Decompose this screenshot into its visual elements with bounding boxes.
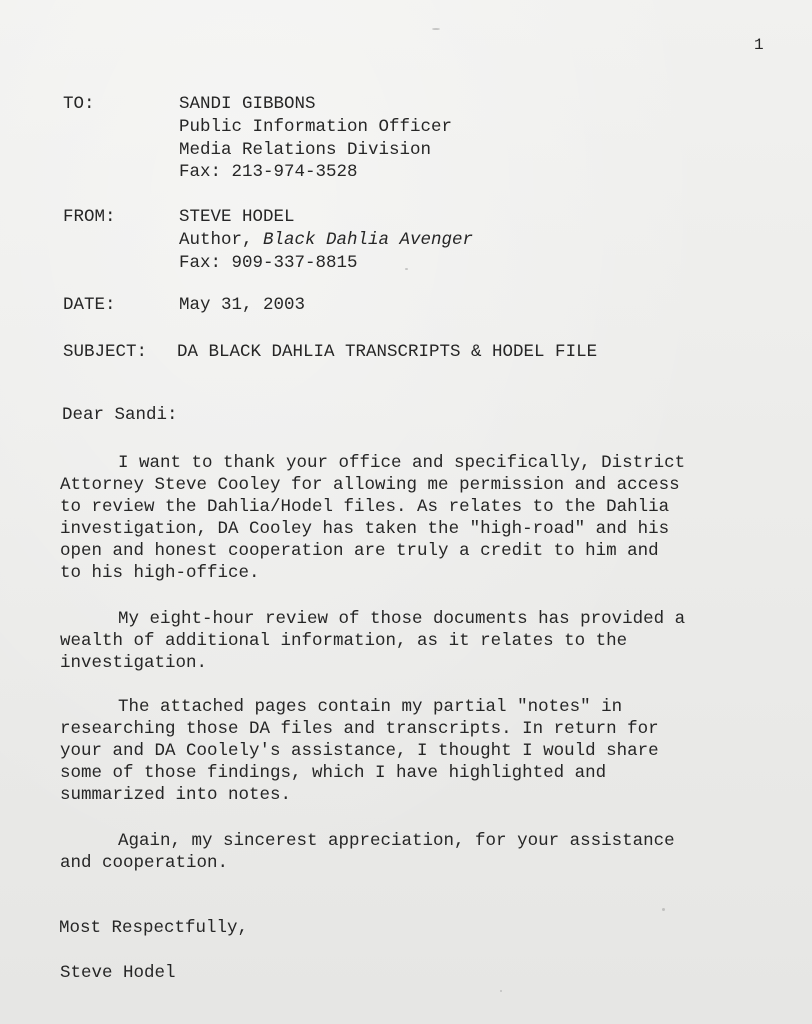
scan-speck <box>405 268 408 270</box>
scan-speck <box>662 908 665 911</box>
paragraph-line: Attorney Steve Cooley for allowing me permission and access <box>60 475 680 495</box>
paragraph-line: to review the Dahlia/Hodel files. As relates to the Dahlia <box>60 497 670 517</box>
closing: Most Respectfully, <box>59 918 249 938</box>
paragraph-line: some of those findings, which I have highlighted and <box>60 763 607 783</box>
date-label: DATE: <box>63 295 116 315</box>
paragraph-line: My eight-hour review of those documents has provided a <box>118 609 686 629</box>
page-number: 1 <box>754 36 764 54</box>
paragraph-line: I want to thank your office and specifically, District <box>118 453 686 473</box>
from-book-title: Black Dahlia Avenger <box>263 230 474 250</box>
to-fax: Fax: 213-974-3528 <box>179 162 358 182</box>
to-division: Media Relations Division <box>179 140 432 160</box>
paragraph-line: researching those DA files and transcripts. In return for <box>60 719 659 739</box>
to-name: SANDI GIBBONS <box>179 94 316 114</box>
scan-speck <box>432 28 440 30</box>
paragraph-line: investigation. <box>60 653 208 673</box>
paragraph-line: wealth of additional information, as it relates to the <box>60 631 628 651</box>
paragraph-line: to his high-office. <box>60 563 260 583</box>
to-label: TO: <box>63 94 95 114</box>
from-fax: Fax: 909-337-8815 <box>179 253 358 273</box>
subject-value: DA BLACK DAHLIA TRANSCRIPTS & HODEL FILE <box>177 342 598 362</box>
subject-label: SUBJECT: <box>63 342 148 362</box>
from-name: STEVE HODEL <box>179 207 295 227</box>
from-title-prefix: Author, <box>179 230 264 250</box>
signature: Steve Hodel <box>60 963 176 983</box>
to-title: Public Information Officer <box>179 117 453 137</box>
paragraph-line: Again, my sincerest appreciation, for your assistance <box>118 831 675 851</box>
paragraph-line: and cooperation. <box>60 853 229 873</box>
paragraph-line: your and DA Coolely's assistance, I thought I would share <box>60 741 659 761</box>
paragraph-line: summarized into notes. <box>60 785 292 805</box>
from-title <box>179 229 473 251</box>
from-label: FROM: <box>63 207 116 227</box>
date-value: May 31, 2003 <box>179 295 306 315</box>
paragraph-line: investigation, DA Cooley has taken the "high-road" and his <box>60 519 670 539</box>
paragraph-line: The attached pages contain my partial "notes" in <box>118 697 623 717</box>
salutation: Dear Sandi: <box>62 405 178 425</box>
paragraph-line: open and honest cooperation are truly a credit to him and <box>60 541 659 561</box>
scan-speck <box>500 990 502 992</box>
